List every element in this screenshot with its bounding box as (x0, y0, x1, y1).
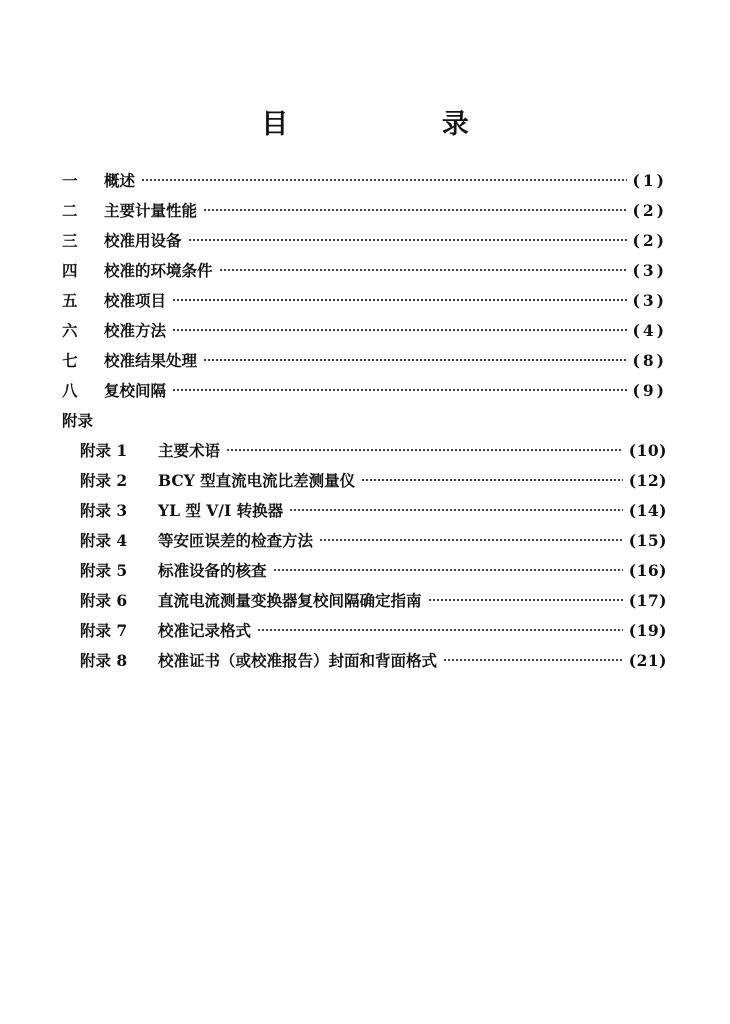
toc-entry (62, 346, 667, 376)
appendix-label: YL 型 V/I 转换器 (158, 501, 284, 520)
appendix-label: 校准证书（或校准报告）封面和背面格式 (158, 651, 438, 670)
toc-entry-label: 概述 (104, 171, 136, 190)
appendix-label: 校准记录格式 (158, 621, 252, 640)
appendix-entry (62, 556, 667, 586)
page-title: 目 录 (261, 109, 541, 140)
toc-entry-page: (1) (632, 171, 667, 190)
toc-entry-page: (2) (632, 201, 667, 220)
table-of-contents (62, 166, 667, 676)
appendix-number: 附录 4 (80, 531, 128, 550)
toc-entry-number: 二 (62, 201, 78, 220)
toc-entry (62, 166, 667, 196)
appendix-entry (62, 496, 667, 526)
appendix-page: (12) (628, 471, 667, 490)
appendix-number: 附录 6 (80, 591, 128, 610)
toc-entry (62, 286, 667, 316)
dot-leader (273, 568, 623, 572)
appendix-page: (17) (628, 591, 667, 610)
appendix-number: 附录 7 (80, 621, 128, 640)
toc-entry-number: 五 (62, 291, 78, 310)
toc-entry-number: 六 (62, 321, 78, 340)
appendix-label: BCY 型直流电流比差测量仪 (158, 471, 356, 490)
appendix-number: 附录 3 (80, 501, 128, 520)
dot-leader (257, 628, 623, 632)
appendix-entry (62, 586, 667, 616)
appendix-heading: 附录 (62, 411, 94, 430)
dot-leader (203, 358, 627, 362)
toc-entry-number: 一 (62, 171, 78, 190)
appendix-label: 主要术语 (158, 441, 221, 460)
toc-entry-label: 校准方法 (104, 321, 167, 340)
toc-entry-label: 校准结果处理 (104, 351, 198, 370)
toc-entry (62, 196, 667, 226)
appendix-page: (14) (628, 501, 667, 520)
toc-entry-label: 校准项目 (104, 291, 167, 310)
appendix-number: 附录 2 (80, 471, 128, 490)
toc-entry-page: (8) (632, 351, 667, 370)
dot-leader (428, 598, 623, 602)
appendix-number: 附录 5 (80, 561, 128, 580)
dot-leader (443, 658, 623, 662)
toc-entry (62, 256, 667, 286)
dot-leader (203, 208, 627, 212)
toc-entry (62, 376, 667, 406)
appendix-label: 直流电流测量变换器复校间隔确定指南 (158, 591, 422, 610)
appendix-page: (21) (628, 651, 667, 670)
toc-entry-page: (2) (632, 231, 667, 250)
dot-leader (172, 298, 627, 302)
appendix-entry (62, 526, 667, 556)
dot-leader (219, 268, 627, 272)
toc-entry-label: 复校间隔 (104, 381, 167, 400)
toc-entry-page: (9) (632, 381, 667, 400)
toc-entry-number: 八 (62, 381, 78, 400)
toc-entry (62, 316, 667, 346)
appendix-entry (62, 466, 667, 496)
dot-leader (226, 448, 623, 452)
toc-entry (62, 226, 667, 256)
toc-entry-label: 校准用设备 (104, 231, 182, 250)
appendix-page: (16) (628, 561, 667, 580)
toc-entry-label: 主要计量性能 (104, 201, 198, 220)
toc-entry-number: 四 (62, 261, 78, 280)
appendix-page: (10) (628, 441, 667, 460)
dot-leader (172, 328, 627, 332)
appendix-label: 标准设备的核查 (158, 561, 267, 580)
dot-leader (188, 238, 627, 242)
appendix-page: (15) (628, 531, 667, 550)
toc-entry-number: 七 (62, 351, 78, 370)
appendix-entry (62, 436, 667, 466)
dot-leader (172, 388, 627, 392)
appendix-entry (62, 616, 667, 646)
toc-entry-number: 三 (62, 231, 78, 250)
toc-entry-label: 校准的环境条件 (104, 261, 213, 280)
dot-leader (289, 508, 623, 512)
dot-leader (319, 538, 623, 542)
appendix-number: 附录 8 (80, 651, 128, 670)
appendix-label: 等安匝误差的检查方法 (158, 531, 314, 550)
toc-entry-page: (4) (632, 321, 667, 340)
toc-entry-page: (3) (632, 261, 667, 280)
dot-leader (141, 178, 627, 182)
appendix-number: 附录 1 (80, 441, 128, 460)
appendix-page: (19) (628, 621, 667, 640)
appendix-entry (62, 646, 667, 676)
dot-leader (361, 478, 623, 482)
toc-entry-page: (3) (632, 291, 667, 310)
